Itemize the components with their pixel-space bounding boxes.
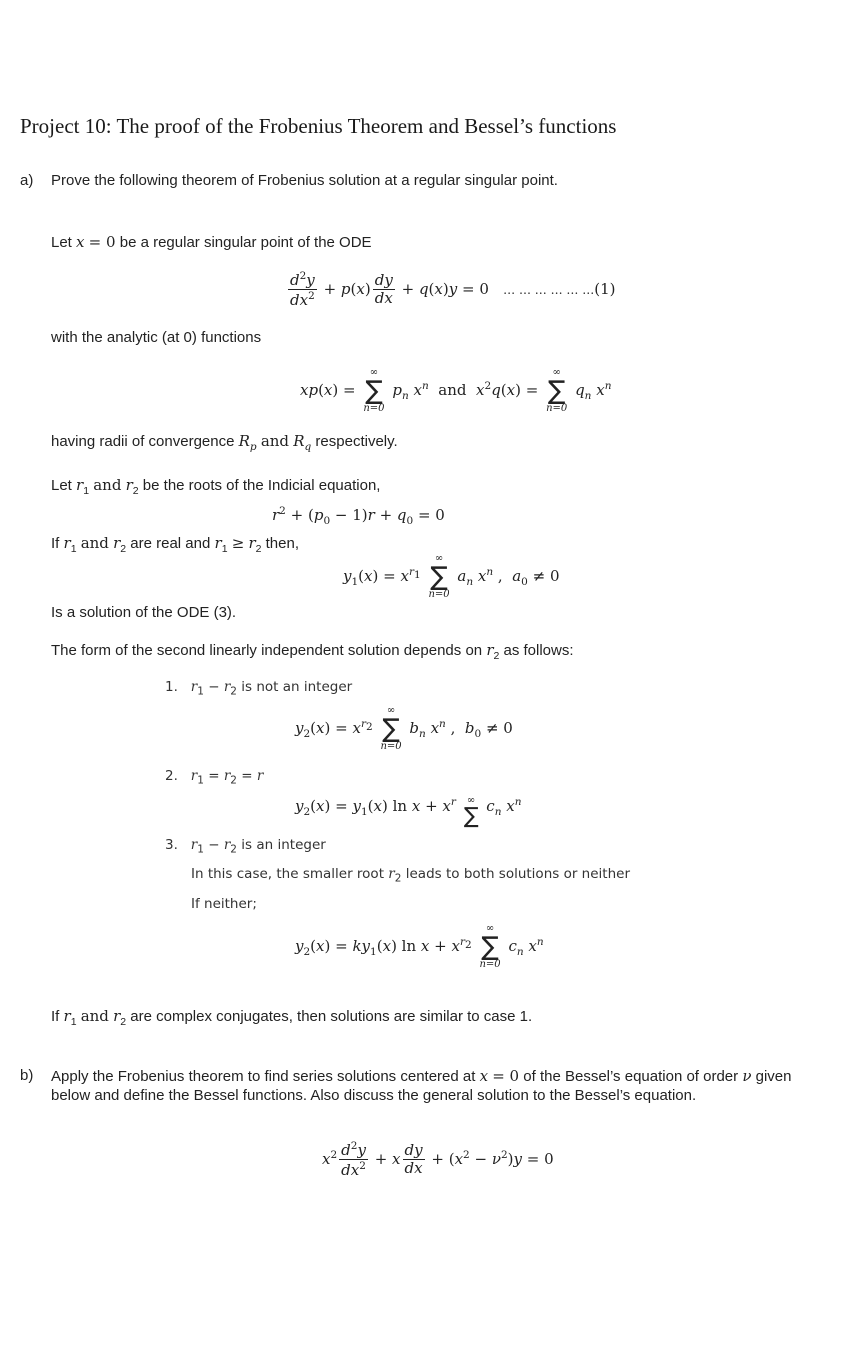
let-regular-singular: Let x = 0 be a regular singular point of the ODE <box>51 233 372 251</box>
case-3-equation: $y_2(x) = ky_1(x)$ $\ln x + x^{r_2}$ ∞ ∑ n=0 $c_n$ $x^n$ <box>295 923 544 970</box>
power-series-equation: xp(x) = ∞ ∑ n=0 $p_n$ $x^n$ and $x^2q(x)$ = ∞ ∑ n=0 $q_n$ $x^n$ <box>300 367 612 414</box>
analytic-functions-text: with the analytic (at 0) functions <box>51 329 262 346</box>
case-2-equation: $y_2(x) = y_1(x)$ $\ln x + x^r$ ∞ ∑ $c_n$ $x^n$ <box>295 795 522 829</box>
case-3-note: In this case, the smaller root $r_2$ leads to both solutions or neither <box>191 866 630 885</box>
radii-text: having radii of convergence $R_p$ and $R_q$ respectively. <box>51 432 398 453</box>
part-b-line-1: Apply the Frobenius theorem to find series solutions centered at x = 0 of the Bessel’s equation of order ν given <box>51 1067 792 1085</box>
case-1: 1. $r_1 - r_2$ is not an integer <box>165 679 353 698</box>
case-2: 2. $r_1 = r_2 = r$ <box>165 768 264 787</box>
roots-text: Let $r_1$ and $r_2$ be the roots of the Indicial equation, <box>51 476 381 497</box>
roots-real-text: If $r_1$ and $r_2$ are real and $r_1 \ge r_2$ then, <box>51 534 300 555</box>
part-b-line-2: below and define the Bessel functions. Also discuss the general solution to the Bessel’s equation. <box>51 1087 697 1104</box>
case-3: 3. $r_1 - r_2$ is an integer <box>165 837 326 856</box>
second-solution-text: The form of the second linearly independent solution depends on $r_2$ as follows: <box>51 641 574 662</box>
y1-solution: $y_1(x) = x^{r_1}$ ∞ ∑ n=0 $a_n$ $x^n$ , $a_0 \ne 0$ <box>343 553 560 600</box>
bessel-equation: $x^2$ $\frac{d^2y}{dx^2}$ + x $\frac{dy}{dx}$ + $(x^2 - \nu^2)y = 0$ <box>322 1140 554 1180</box>
complex-conjugates-text: If $r_1$ and $r_2$ are complex conjugates, then solutions are similar to case 1. <box>51 1007 533 1028</box>
part-a-instruction: Prove the following theorem of Frobenius solution at a regular singular point. <box>51 172 558 189</box>
equation-1: $\frac{d^2y}{dx^2}$ + p(x) $\frac{dy}{dx}$ + q(x)y = 0 … … … … … …(1) <box>290 270 616 310</box>
if-neither-text: If neither; <box>191 896 257 912</box>
indicial-equation: $r^2 + (p_0 - 1)r + q_0 = 0$ <box>272 505 445 527</box>
solution-of-ode-text: Is a solution of the ODE (3). <box>51 604 237 621</box>
case-1-equation: $y_2(x) = x^{r_2}$ ∞ ∑ n=0 $b_n$ $x^n$ , $b_0 \ne 0$ <box>295 705 513 752</box>
part-a-label: a) <box>20 172 34 189</box>
part-b-label: b) <box>20 1067 34 1084</box>
page-title: Project 10: The proof of the Frobenius Theorem and Bessel’s functions <box>20 114 617 138</box>
